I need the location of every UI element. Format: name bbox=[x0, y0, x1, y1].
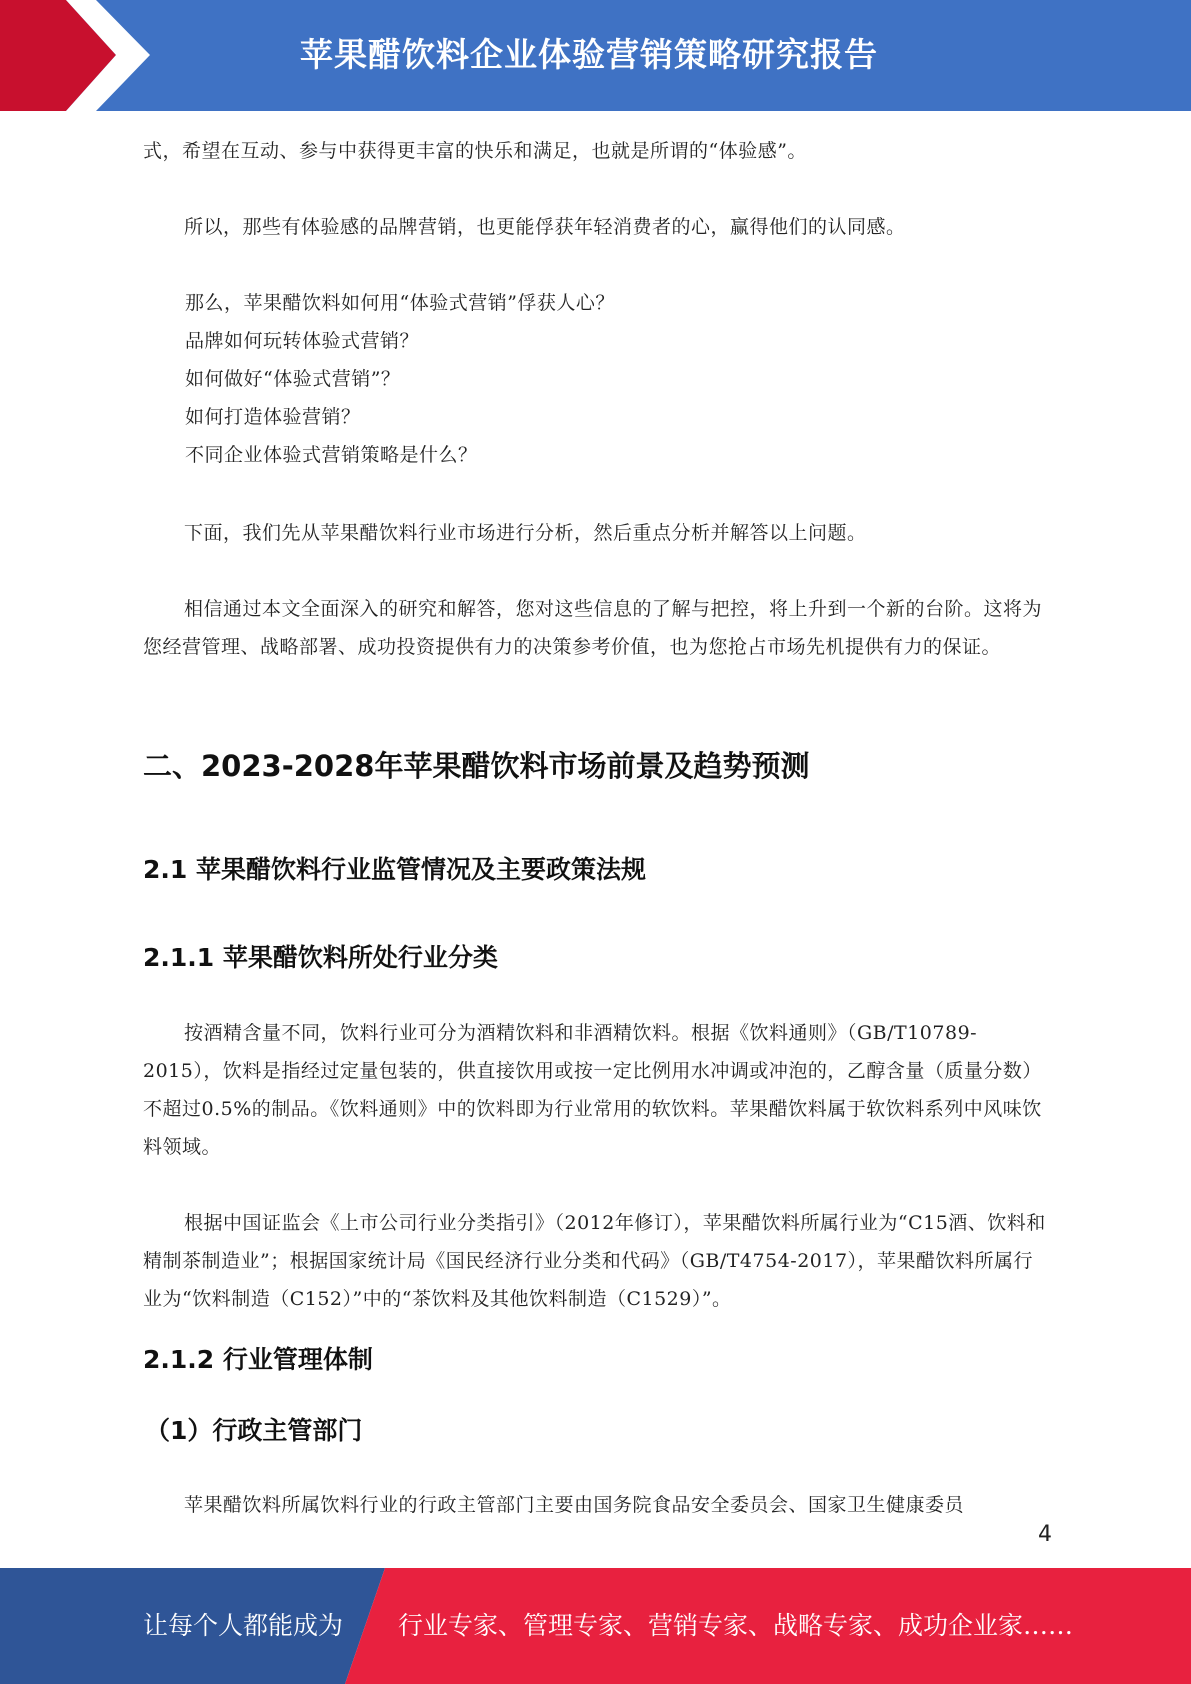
question-line: 不同企业体验式营销策略是什么？ bbox=[185, 444, 478, 466]
footer-slogan-right: 行业专家、管理专家、营销专家、战略专家、成功企业家…… bbox=[398, 1611, 1074, 1640]
page-footer bbox=[0, 1568, 1191, 1684]
question-line: 品牌如何玩转体验式营销？ bbox=[185, 330, 420, 352]
header-arrow-decoration bbox=[0, 0, 160, 111]
paragraph-analysis-intro: 下面，我们先从苹果醋饮料行业市场进行分析，然后重点分析并解答以上问题。 bbox=[184, 522, 867, 544]
question-line: 如何做好“体验式营销”？ bbox=[185, 368, 401, 390]
paragraph-experience: 式，希望在互动、参与中获得更丰富的快乐和满足，也就是所谓的“体验感”。 bbox=[143, 140, 807, 162]
paragraph-brand-marketing: 所以，那些有体验感的品牌营销，也更能俘获年轻消费者的心，赢得他们的认同感。 bbox=[184, 216, 906, 238]
report-title: 苹果醋饮料企业体验营销策略研究报告 bbox=[300, 35, 878, 74]
subsection-heading-2-1-2: 2.1.2 行业管理体制 bbox=[143, 1345, 373, 1374]
page-number: 4 bbox=[1038, 1522, 1052, 1547]
paragraph-industry-classification: 根据中国证监会《上市公司行业分类指引》（2012年修订），苹果醋饮料所属行业为“C15酒、饮料和精制茶制造业”；根据国家统计局《国民经济行业分类和代码》（GB/T4754-2017），苹果醋饮料所属行业为“饮料制造（C152）”中的“茶饮料及其他饮料制造（C1529）”。 bbox=[143, 1212, 1046, 1310]
paragraph-value: 相信通过本文全面深入的研究和解答，您对这些信息的了解与把控，将上升到一个新的台阶。这将为您经营管理、战略部署、成功投资提供有力的决策参考价值，也为您抢占市场先机提供有力的保证。 bbox=[143, 598, 1043, 658]
subsection-heading-2-1-1: 2.1.1 苹果醋饮料所处行业分类 bbox=[143, 943, 498, 972]
subsection-heading-2-1: 2.1 苹果醋饮料行业监管情况及主要政策法规 bbox=[143, 855, 646, 884]
page-header bbox=[0, 0, 1191, 111]
question-line: 那么，苹果醋饮料如何用“体验式营销”俘获人心？ bbox=[185, 292, 615, 314]
paragraph-beverage-classification: 按酒精含量不同，饮料行业可分为酒精饮料和非酒精饮料。根据《饮料通则》（GB/T10789-2015），饮料是指经过定量包装的，供直接饮用或按一定比例用水冲调或冲泡的，乙醇含量（质量分数）不超过0.5%的制品。《饮料通则》中的饮料即为行业常用的软饮料。苹果醋饮料属于软饮料系列中风味饮料领域。 bbox=[143, 1022, 1042, 1158]
footer-slogan-left: 让每个人都能成为 bbox=[143, 1611, 344, 1640]
question-line: 如何打造体验营销？ bbox=[185, 406, 361, 428]
section-heading-2: 二、2023-2028年苹果醋饮料市场前景及趋势预测 bbox=[143, 749, 810, 783]
heading-admin-department: （1）行政主管部门 bbox=[145, 1416, 363, 1445]
paragraph-admin-department: 苹果醋饮料所属饮料行业的行政主管部门主要由国务院食品安全委员会、国家卫生健康委员 bbox=[184, 1494, 965, 1516]
